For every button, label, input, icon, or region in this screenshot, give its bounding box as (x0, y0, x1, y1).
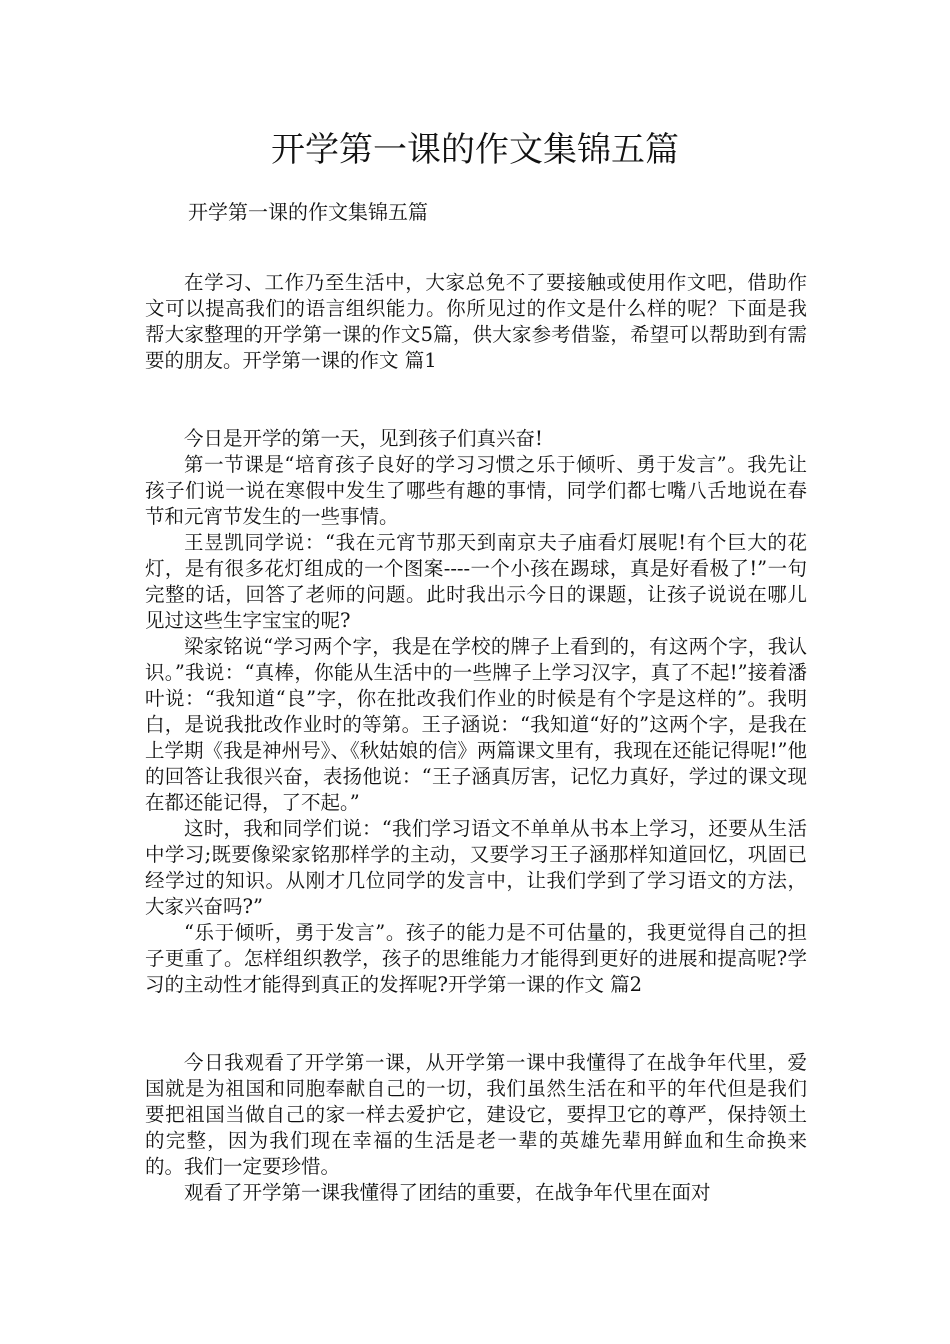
paragraph: 观看了开学第一课我懂得了团结的重要，在战争年代里在面对 (184, 1181, 711, 1204)
paragraph: 梁家铭说“学习两个字，我是在学校的牌子上看到的，有这两个字，我认识。”我说：“真棒，你能从生活中的一些牌子上学习汉字，真了不起!”接着潘叶说：“我知道“良”字，你在批改我们作业的时候是有个字是这样的”。我明白，是说我批改作业时的等第。王子涵说：“我知道“好的”这两个字，是我在上学期《我是神州号》、《秋姑娘的信》两篇课文里有，我现在还能记得呢!”他的回答让我很兴奋，表扬他说：“王子涵真厉害，记忆力真好，学过的课文现在都还能记得，了不起。” (145, 635, 807, 814)
paragraph: 这时，我和同学们说：“我们学习语文不单单从书本上学习，还要从生活中学习;既要像梁家铭那样学的主动，又要学习王子涵那样知道回忆，巩固已经学过的知识。从刚才几位同学的发言中，让我们学到了学习语文的方法，大家兴奋吗?” (145, 817, 807, 918)
paragraph: 今日是开学的第一天，见到孩子们真兴奋! (184, 427, 543, 450)
paragraph: 今日我观看了开学第一课，从开学第一课中我懂得了在战争年代里，爱国就是为祖国和同胞奉献自己的一切，我们虽然生活在和平的年代但是我们要把祖国当做自己的家一样去爱护它，建设它，要捍卫它的尊严，保持领土的完整，因为我们现在幸福的生活是老一辈的英雄先辈用鲜血和生命换来的。我们一定要珍惜。 (145, 1051, 807, 1178)
paragraph-gap (145, 374, 807, 426)
paragraph: 王昱凯同学说：“我在元宵节那天到南京夫子庙看灯展呢!有个巨大的花灯，是有很多花灯组成的一个图案----一个小孩在踢球，真是好看极了!”一句完整的话，回答了老师的问题。此时我出示今日的课题，让孩子说说在哪儿见过这些生字宝宝的呢? (145, 531, 807, 632)
document-subtitle: 开学第一课的作文集锦五篇 (188, 200, 428, 224)
paragraph: “乐于倾听，勇于发言”。孩子的能力是不可估量的，我更觉得自己的担子更重了。怎样组织教学，孩子的思维能力才能得到更好的进展和提高呢?学习的主动性才能得到真正的发挥呢?开学第一课的作文 篇2 (145, 921, 807, 996)
document-title: 开学第一课的作文集锦五篇 (271, 130, 679, 170)
document-body (145, 270, 807, 1206)
paragraph: 第一节课是“培育孩子良好的学习习惯之乐于倾听、勇于发言”。我先让孩子们说一说在寒假中发生了哪些有趣的事情，同学们都七嘴八舌地说在春节和元宵节发生的一些事情。 (145, 453, 807, 528)
paragraph-gap (145, 998, 807, 1050)
paragraph-intro: 在学习、工作乃至生活中，大家总免不了要接触或使用作文吧，借助作文可以提高我们的语言组织能力。你所见过的作文是什么样的呢？下面是我帮大家整理的开学第一课的作文5篇，供大家参考借鉴，希望可以帮助到有需要的朋友。开学第一课的作文 篇1 (145, 271, 807, 372)
